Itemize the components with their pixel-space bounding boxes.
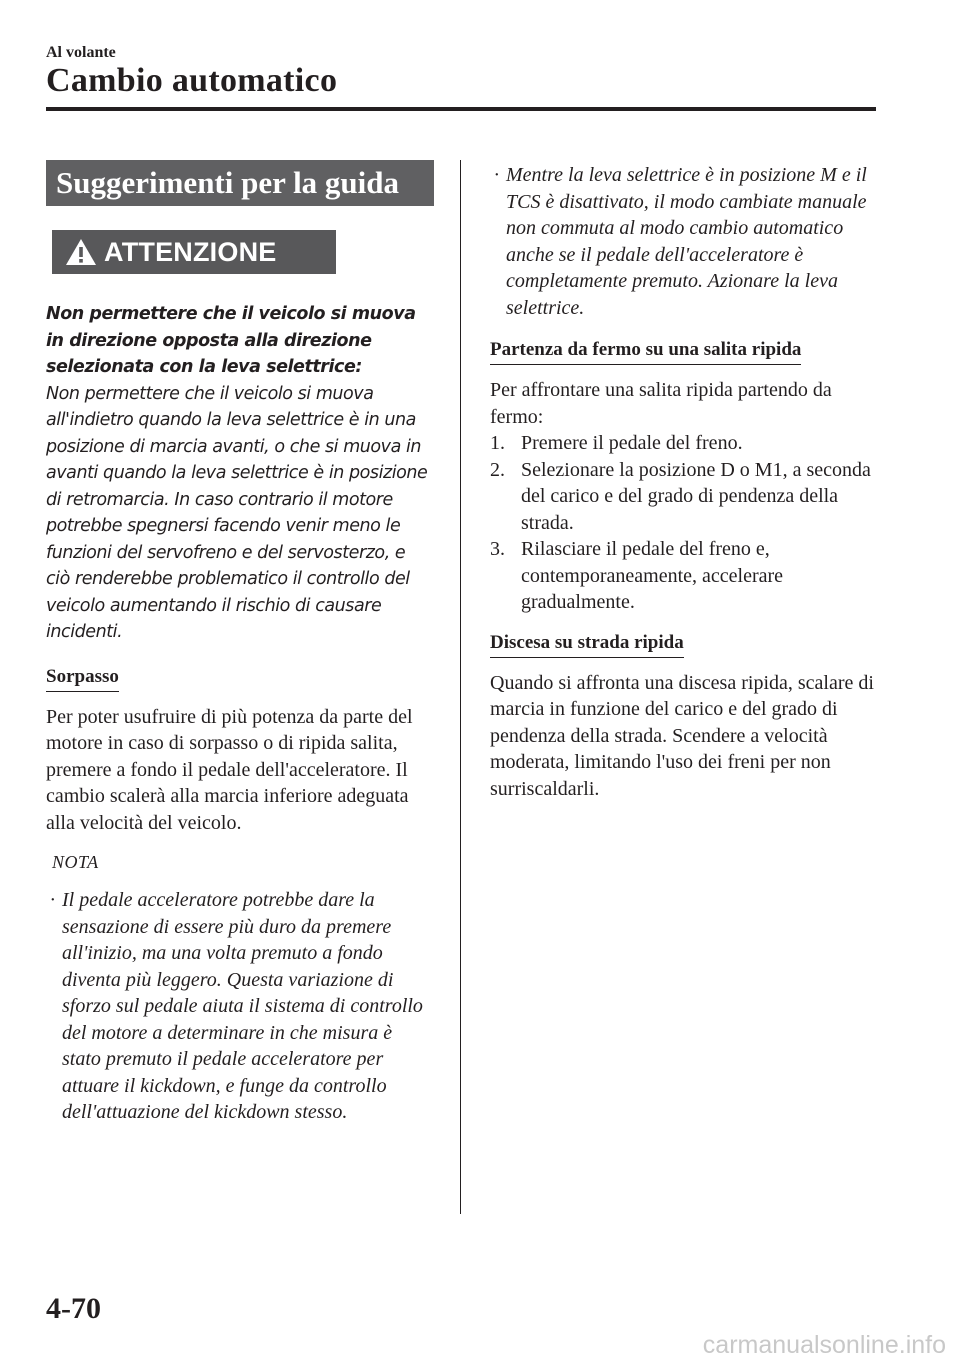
warning-box — [52, 230, 336, 274]
step-text: Rilasciare il pedale del freno e, contemporaneamente, accelerare gradualmente. — [521, 538, 784, 613]
left-column — [46, 160, 434, 1126]
step-item — [490, 536, 880, 616]
section-heading: Suggerimenti per la guida — [46, 160, 434, 206]
page-number: 4-70 — [46, 1292, 101, 1325]
step-number: 2. — [490, 458, 505, 481]
warning-triangle-icon — [64, 237, 98, 267]
overtaking-heading: Sorpasso — [46, 666, 119, 692]
hill-start-intro: Per affrontare una salita ripida partendo da fermo: — [490, 379, 832, 428]
note-bullet — [490, 162, 880, 321]
title-rule — [46, 107, 876, 111]
watermark: carmanualsonline.info — [702, 1331, 946, 1359]
step-text: Selezionare la posizione D o M1, a seconda del carico e del grado di pendenza della strada. — [521, 458, 871, 534]
breadcrumb: Al volante — [46, 44, 116, 61]
warning-text — [46, 301, 434, 646]
hill-start-heading: Partenza da fermo su una salita ripida — [490, 339, 801, 365]
step-number: 3. — [490, 538, 505, 560]
note-bullet-text: Il pedale acceleratore potrebbe dare la sensazione di essere più duro da premere all'inizio, ma una volta premuto a fondo diventa più leggero. Questa variazione di sforzo sul pedale aiuta il sistema di controllo del motore a determinare in che misura è stato premuto il pedale acceleratore per attuare il kickdown, e funge da controllo dell'attuazione del kickdown stesso. — [62, 889, 423, 1123]
warning-lead: Non permettere che il veicolo si muova in direzione opposta alla direzione selezionata con la leva selettrice: — [46, 304, 416, 377]
note-bullet-text: Mentre la leva selettrice è in posizione M e il TCS è disattivato, il modo cambiate manuale non commuta al modo cambio automatico anche se il pedale dell'acceleratore è completamente premuto. Azionare la leva selettrice. — [506, 164, 867, 319]
descent-heading: Discesa su strada ripida — [490, 632, 684, 658]
hill-start-steps — [490, 430, 880, 616]
warning-label: ATTENZIONE — [104, 236, 277, 267]
descent-body: Quando si affronta una discesa ripida, scalare di marcia in funzione del carico e del grado di pendenza della strada. Scendere a velocità moderata, limitando l'uso dei freni per non surriscaldarli. — [490, 671, 874, 800]
note-label: NOTA — [52, 852, 99, 872]
step-number: 1. — [490, 432, 505, 454]
column-divider — [460, 160, 461, 1214]
right-column — [490, 160, 880, 802]
warning-body: Non permettere che il veicolo si muova all'indietro quando la leva selettrice è in una posizione di marcia avanti, o che si muova in avanti quando la leva selettrice è in posizione di retromarcia. In caso contrario il motore potrebbe spegnersi facendo venir meno le funzioni del servofreno e del servosterzo, e ciò renderebbe problematico il controllo del veicolo aumentando il rischio di causare incidenti. — [46, 383, 428, 642]
step-item — [490, 457, 880, 537]
bullet-dot: · — [50, 889, 55, 911]
note-bullet — [46, 887, 434, 1126]
step-item — [490, 430, 880, 457]
overtaking-body: Per poter usufruire di più potenza da parte del motore in caso di sorpasso o di ripida salita, premere a fondo il pedale dell'acceleratore. Il cambio scalerà alla marcia inferiore adeguata alla velocità del veicolo. — [46, 705, 413, 834]
page-title: Cambio automatico — [46, 62, 338, 99]
bullet-dot: · — [494, 164, 499, 186]
step-text: Premere il pedale del freno. — [521, 432, 743, 454]
